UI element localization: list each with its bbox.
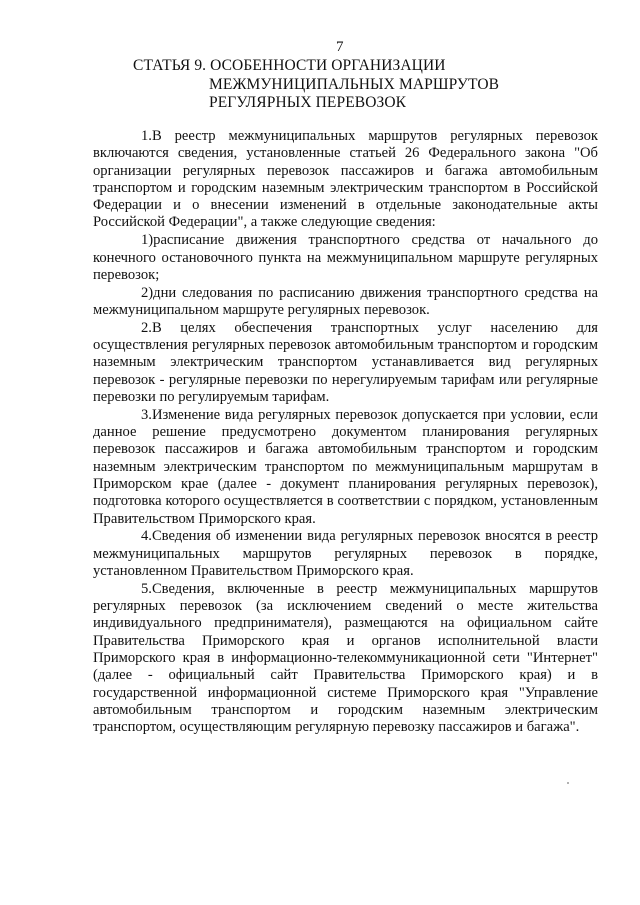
heading-line-3: РЕГУЛЯРНЫХ ПЕРЕВОЗОК (209, 94, 407, 111)
heading-line-1: СТАТЬЯ 9. ОСОБЕННОСТИ ОРГАНИЗАЦИИ (133, 57, 446, 74)
paragraph-4: 4.Сведения об изменении вида регулярных перевозок вносятся в реестр межмуниципальных маршрутов регулярных перевозок в порядке, установленном Правительством Приморского края. (93, 528, 598, 579)
paragraph-3: 3.Изменение вида регулярных перевозок допускается при условии, если данное решение предусмотрено документом планирования регулярных перевозок пассажиров и багажа автомобильным транспортом и городским наземным электрическим транспортом по межмуниципальным маршрутам в Приморском крае (далее - документ планирования регулярных перевозок), подготовка которого осуществляется в соответствии с порядком, установленным Правительством Приморского края. (93, 406, 598, 527)
article-heading (133, 57, 553, 113)
scan-artifact-dot (567, 782, 569, 784)
paragraph-2: 2.В целях обеспечения транспортных услуг населению для осуществления регулярных перевозок автомобильным транспортом и городским наземным электрическим транспортом устанавливается вид регулярных перевозок - регулярные перевозки по нерегулируемым тарифам или регулярные перевозки по регулируемым тарифам. (93, 319, 598, 405)
page-number: 7 (336, 39, 344, 55)
article-body (93, 128, 598, 737)
paragraph-1-item-2: 2)дни следования по расписанию движения транспортного средства на межмуниципальном маршруте регулярных перевозок. (93, 284, 598, 318)
paragraph-1-item-1: 1)расписание движения транспортного средства от начального до конечного остановочного пункта на межмуниципальном маршруте регулярных перевозок; (93, 232, 598, 283)
paragraph-1: 1.В реестр межмуниципальных маршрутов регулярных перевозок включаются сведения, установленные статьей 26 Федерального закона "Об организации регулярных перевозок пассажиров и багажа автомобильным транспортом и городским наземным электрическим транспортом в Российской Федерации и о внесении изменений в отдельные законодательные акты Российской Федерации", а также следующие сведения: (93, 128, 598, 231)
heading-line-2: МЕЖМУНИЦИПАЛЬНЫХ МАРШРУТОВ (209, 75, 500, 93)
paragraph-5: 5.Сведения, включенные в реестр межмуниципальных маршрутов регулярных перевозок (за исключением сведений о месте жительства индивидуального предпринимателя), размещаются на официальном сайте Правительства Приморского края и органов исполнительной власти Приморского края в информационно-телекоммуникационной сети "Интернет" (далее - официальный сайт Правительства Приморского края) и в государственной информационной системе Приморского края "Управление автомобильным транспортом и городским наземным электрическим транспортом, осуществляющим регулярную перевозку пассажиров и багажа". (93, 580, 598, 736)
